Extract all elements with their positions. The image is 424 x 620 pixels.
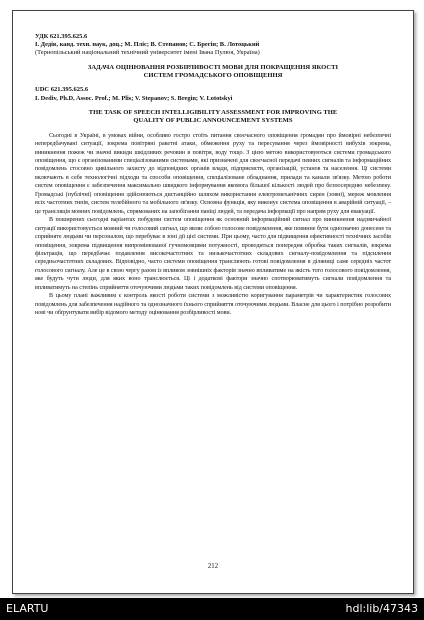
page-content (35, 33, 391, 318)
title-ukr (35, 64, 391, 81)
page-number: 212 (207, 563, 219, 570)
body-paragraph-3: В цьому плані важливим є контроль якості роботи системи з можливістю коригування параметрів чи характеристик голосових повідомлень для забезпечення надійного та однозначного їхнього сприйняття оточуючими людьми. Власне для цього і потрібно розробити нові чи обґрунтувати вибір відомого методу оцінювання розбірливості мови. (35, 293, 391, 317)
title-eng (35, 109, 391, 126)
footer-bar (0, 598, 424, 620)
title-eng-line1: THE TASK OF SPEECH INTELLIGIBILITY ASSESSMENT FOR IMPROVING THE (88, 108, 338, 116)
title-ukr-line2: СИСТЕМ ГРОМАДСЬКОГО ОПОВІЩЕННЯ (143, 72, 283, 80)
document-page (12, 10, 414, 594)
body-paragraph-2: В поширених сьогодні варіантах побудови систем оповіщення як основний інформаційний сигнал про виникнення надзвичайної ситуації використовується мовний чи голосовий сигнал, що являє собою голосове повідомлення, яке повинне бути однозначно донесене та сприйняте людьми чи персоналом, що перебуває в зоні дії цієї системи. При цьому, часто для підвищення ефективності технічних засобів оповіщення, зокрема підвищення випромінюваної гучномовцями потужності, проводиться попередня обробка таких сигналів, зокрема фільтрація, що передбачає подавлення високочастотних та низькочастотних складових сигналу-повідомлення та підсилення середньочастотних складових. Відповідно, часто системи оповіщення транслюють готові повідомлення в діляниці саме середніх частот голосового сигналу. Але це в свою чергу разом із впливом зовнішніх факторів значно впливатиме на якість того голосового повідомлення, яке будуть чути люди, для яких воно транслюється. Ці і додаткові фактори значно спотворюватимуть сигнали повідомлення та впливатимуть на степінь сприйняття оточуючими людьми таких повідомлень від системи оповіщення. (35, 217, 391, 291)
title-ukr-line1: ЗАДАЧА ОЦІНЮВАННЯ РОЗБІРЛИВОСТІ МОВИ ДЛЯ ПОКРАЩЕННЯ ЯКОСТІ (87, 63, 339, 71)
footer-source-label: ELARTU (6, 602, 49, 615)
title-eng-line2: QUALITY OF PUBLIC ANNOUNCEMENT SYSTEMS (133, 117, 293, 125)
affiliation-ukr: (Тернопільський національний технічний університет імені Івана Пулюя, Україна) (35, 49, 260, 57)
udc-ukr: УДК 621.395.625.6 (35, 33, 88, 40)
udc-eng: UDC 621.395.625.6 (35, 86, 89, 94)
authors-eng: I. Dediv, Ph.D, Assoc. Prof.; M. Plis; V. Stepanov; S. Bregin; V. Lototskyi (35, 94, 233, 102)
body-paragraph-1: Сьогодні в Україні, в умовах війни, особливо гостро стоїть питання своєчасного оповіщення громадян про ймовірні небезпечні непередбачувані ситуації, зокрема повітряні ракетні атаки, обмеження руху та пересування через ймовірності вибухів зокрема, виникнення пожеж чи значні викиди шкідливих речовин в повітря, воду тощо. З цією метою використовуються системи громадського оповіщення, що є організованими спеціалізованими системами, які призначені для своєчасної передачі певних сигналів та інформаційних повідомлень стосовно цивільного захисту до відповідних органів влади, підприємств, організацій, установ та населення. Ці системи включають в себе технологічні підходи та способи оповіщення, спеціалізоване обладнання, прилади та канали зв'язку. Метою роботи систем оповіщення є забезпечення максимально швидкого інформування якомога більшої кількості людей про безпосередню небезпеку. Громадські (публічні) оповіщення здійснюються дистанційно шляхом використання електромеханічних сирен (зовні), мереж мовлення всіх частотних типів, систем телебійного та мобільного зв'язку. Основна функція, яку виконує система оповіщення в аварійній ситуації, – це трансляція мовних повідомлень, спрямованих на запобігання паніці людей, та передача інформації про напрям руху для евакуації. (35, 132, 391, 215)
footer-handle: hdl:lib/47343 (345, 602, 418, 615)
authors-ukr: І. Дедів, канд. техн. наук, доц.; М. Пліс; В. Степанов; С. Брегін; В. Лотоцький (35, 41, 260, 49)
